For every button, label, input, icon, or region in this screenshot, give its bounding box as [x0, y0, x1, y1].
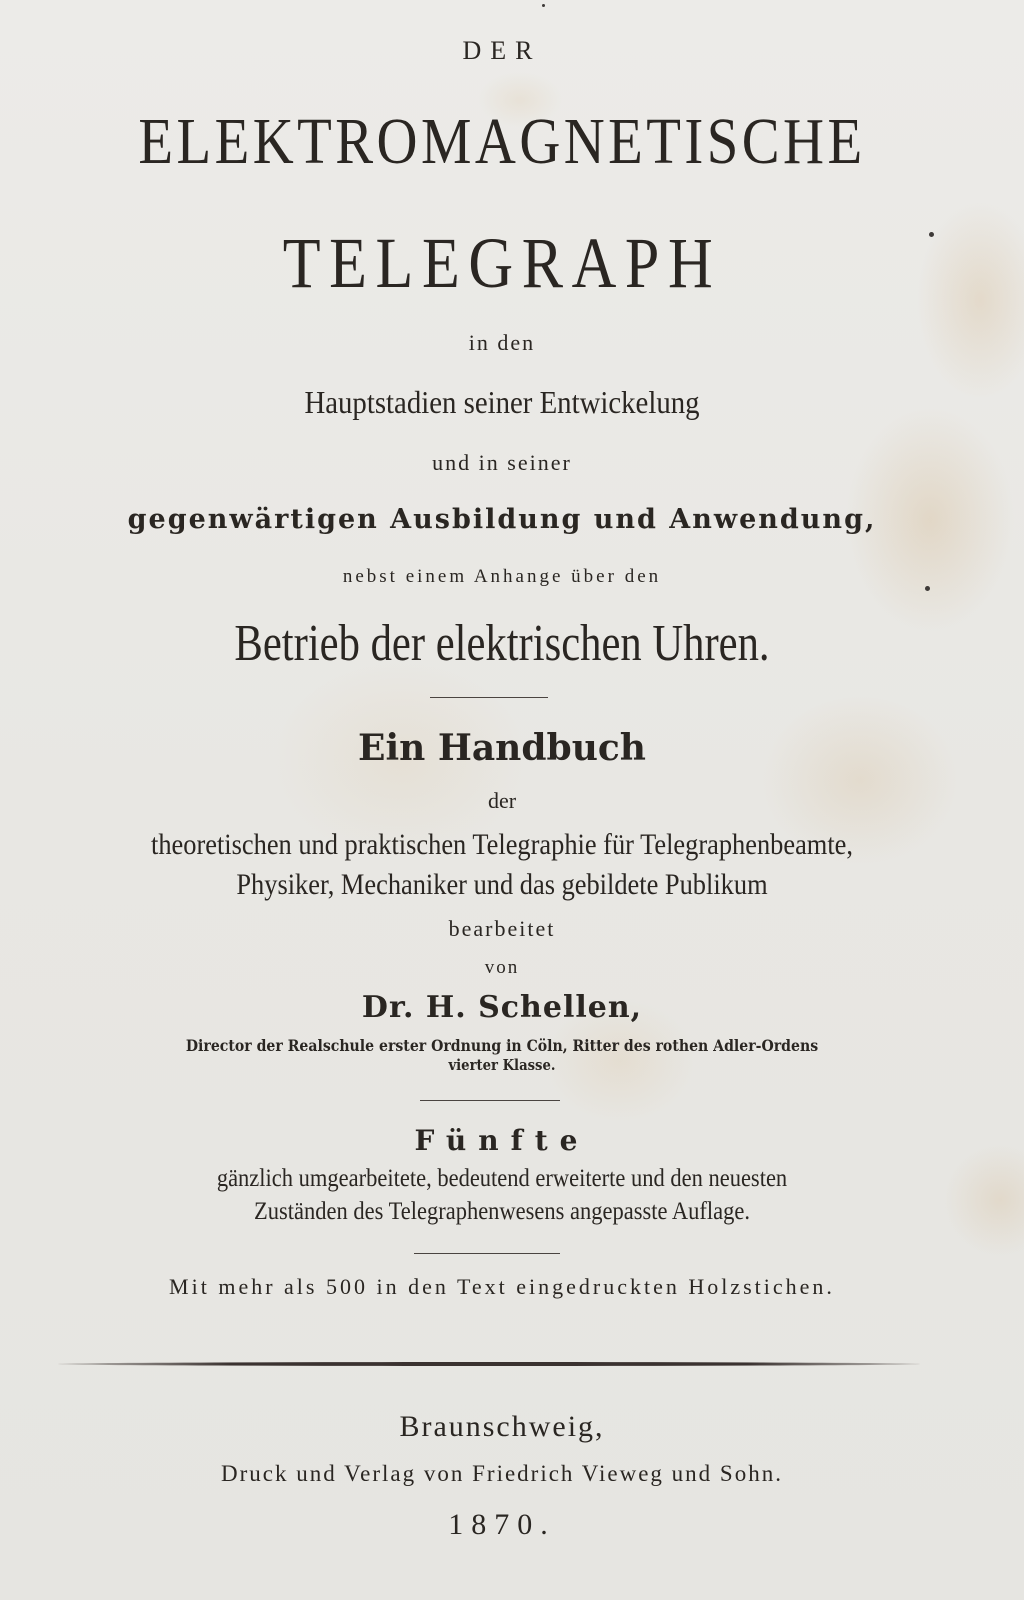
edition-desc-1: gänzlich umgearbeitete, bedeutend erweiterte und den neuesten: [216, 1165, 788, 1192]
edition-heading: Fünfte: [414, 1124, 590, 1157]
imprint-year: 1870.: [448, 1508, 556, 1541]
imprint-rule: [58, 1362, 920, 1366]
imprint-place: Braunschweig,: [399, 1410, 605, 1443]
handbook-der: der: [487, 788, 517, 813]
handbook-heading: Ein Handbuch: [358, 727, 646, 769]
edition-desc-2: Zuständen des Telegraphenwesens angepasste Auflage.: [254, 1198, 750, 1225]
audience-line-2: Physiker, Mechaniker und das gebildete Publikum: [236, 868, 768, 901]
author-title-2: vierter Klasse.: [448, 1056, 556, 1074]
divider-rule: [414, 1253, 560, 1254]
subtitle-2: Hauptstadien seiner Entwickelung: [304, 384, 700, 420]
title-line-2: TELEGRAPH: [282, 223, 722, 303]
edited-label: bearbeitet: [448, 916, 556, 941]
divider-rule: [430, 697, 548, 698]
divider-rule: [420, 1100, 560, 1101]
subtitle-5: nebst einem Anhange über den: [342, 566, 662, 587]
by-label: von: [484, 957, 520, 978]
audience-line-1: theoretischen und praktischen Telegraphie für Telegraphenbeamte,: [151, 828, 853, 861]
title-article: DER: [462, 36, 542, 65]
ink-speck: [542, 4, 545, 7]
subtitle-3: und in seiner: [432, 450, 572, 475]
subtitle-1: in den: [468, 330, 536, 355]
author-title-1: Director der Realschule erster Ordnung in Cöln, Ritter des rothen Adler-Ordens: [185, 1036, 819, 1055]
subtitle-4: gegenwärtigen Ausbildung und Anwendung,: [127, 504, 877, 535]
ink-speck: [929, 232, 934, 237]
author-name: Dr. H. Schellen,: [361, 990, 643, 1025]
imprint-publisher: Druck und Verlag von Friedrich Vieweg und Sohn.: [221, 1461, 783, 1486]
illustrations-note: Mit mehr als 500 in den Text eingedruckten Holzstichen.: [169, 1274, 835, 1299]
subtitle-6: Betrieb der elektrischen Uhren.: [234, 615, 770, 672]
ink-speck: [925, 586, 930, 591]
title-line-1: ELEKTROMAGNETISCHE: [138, 105, 866, 178]
